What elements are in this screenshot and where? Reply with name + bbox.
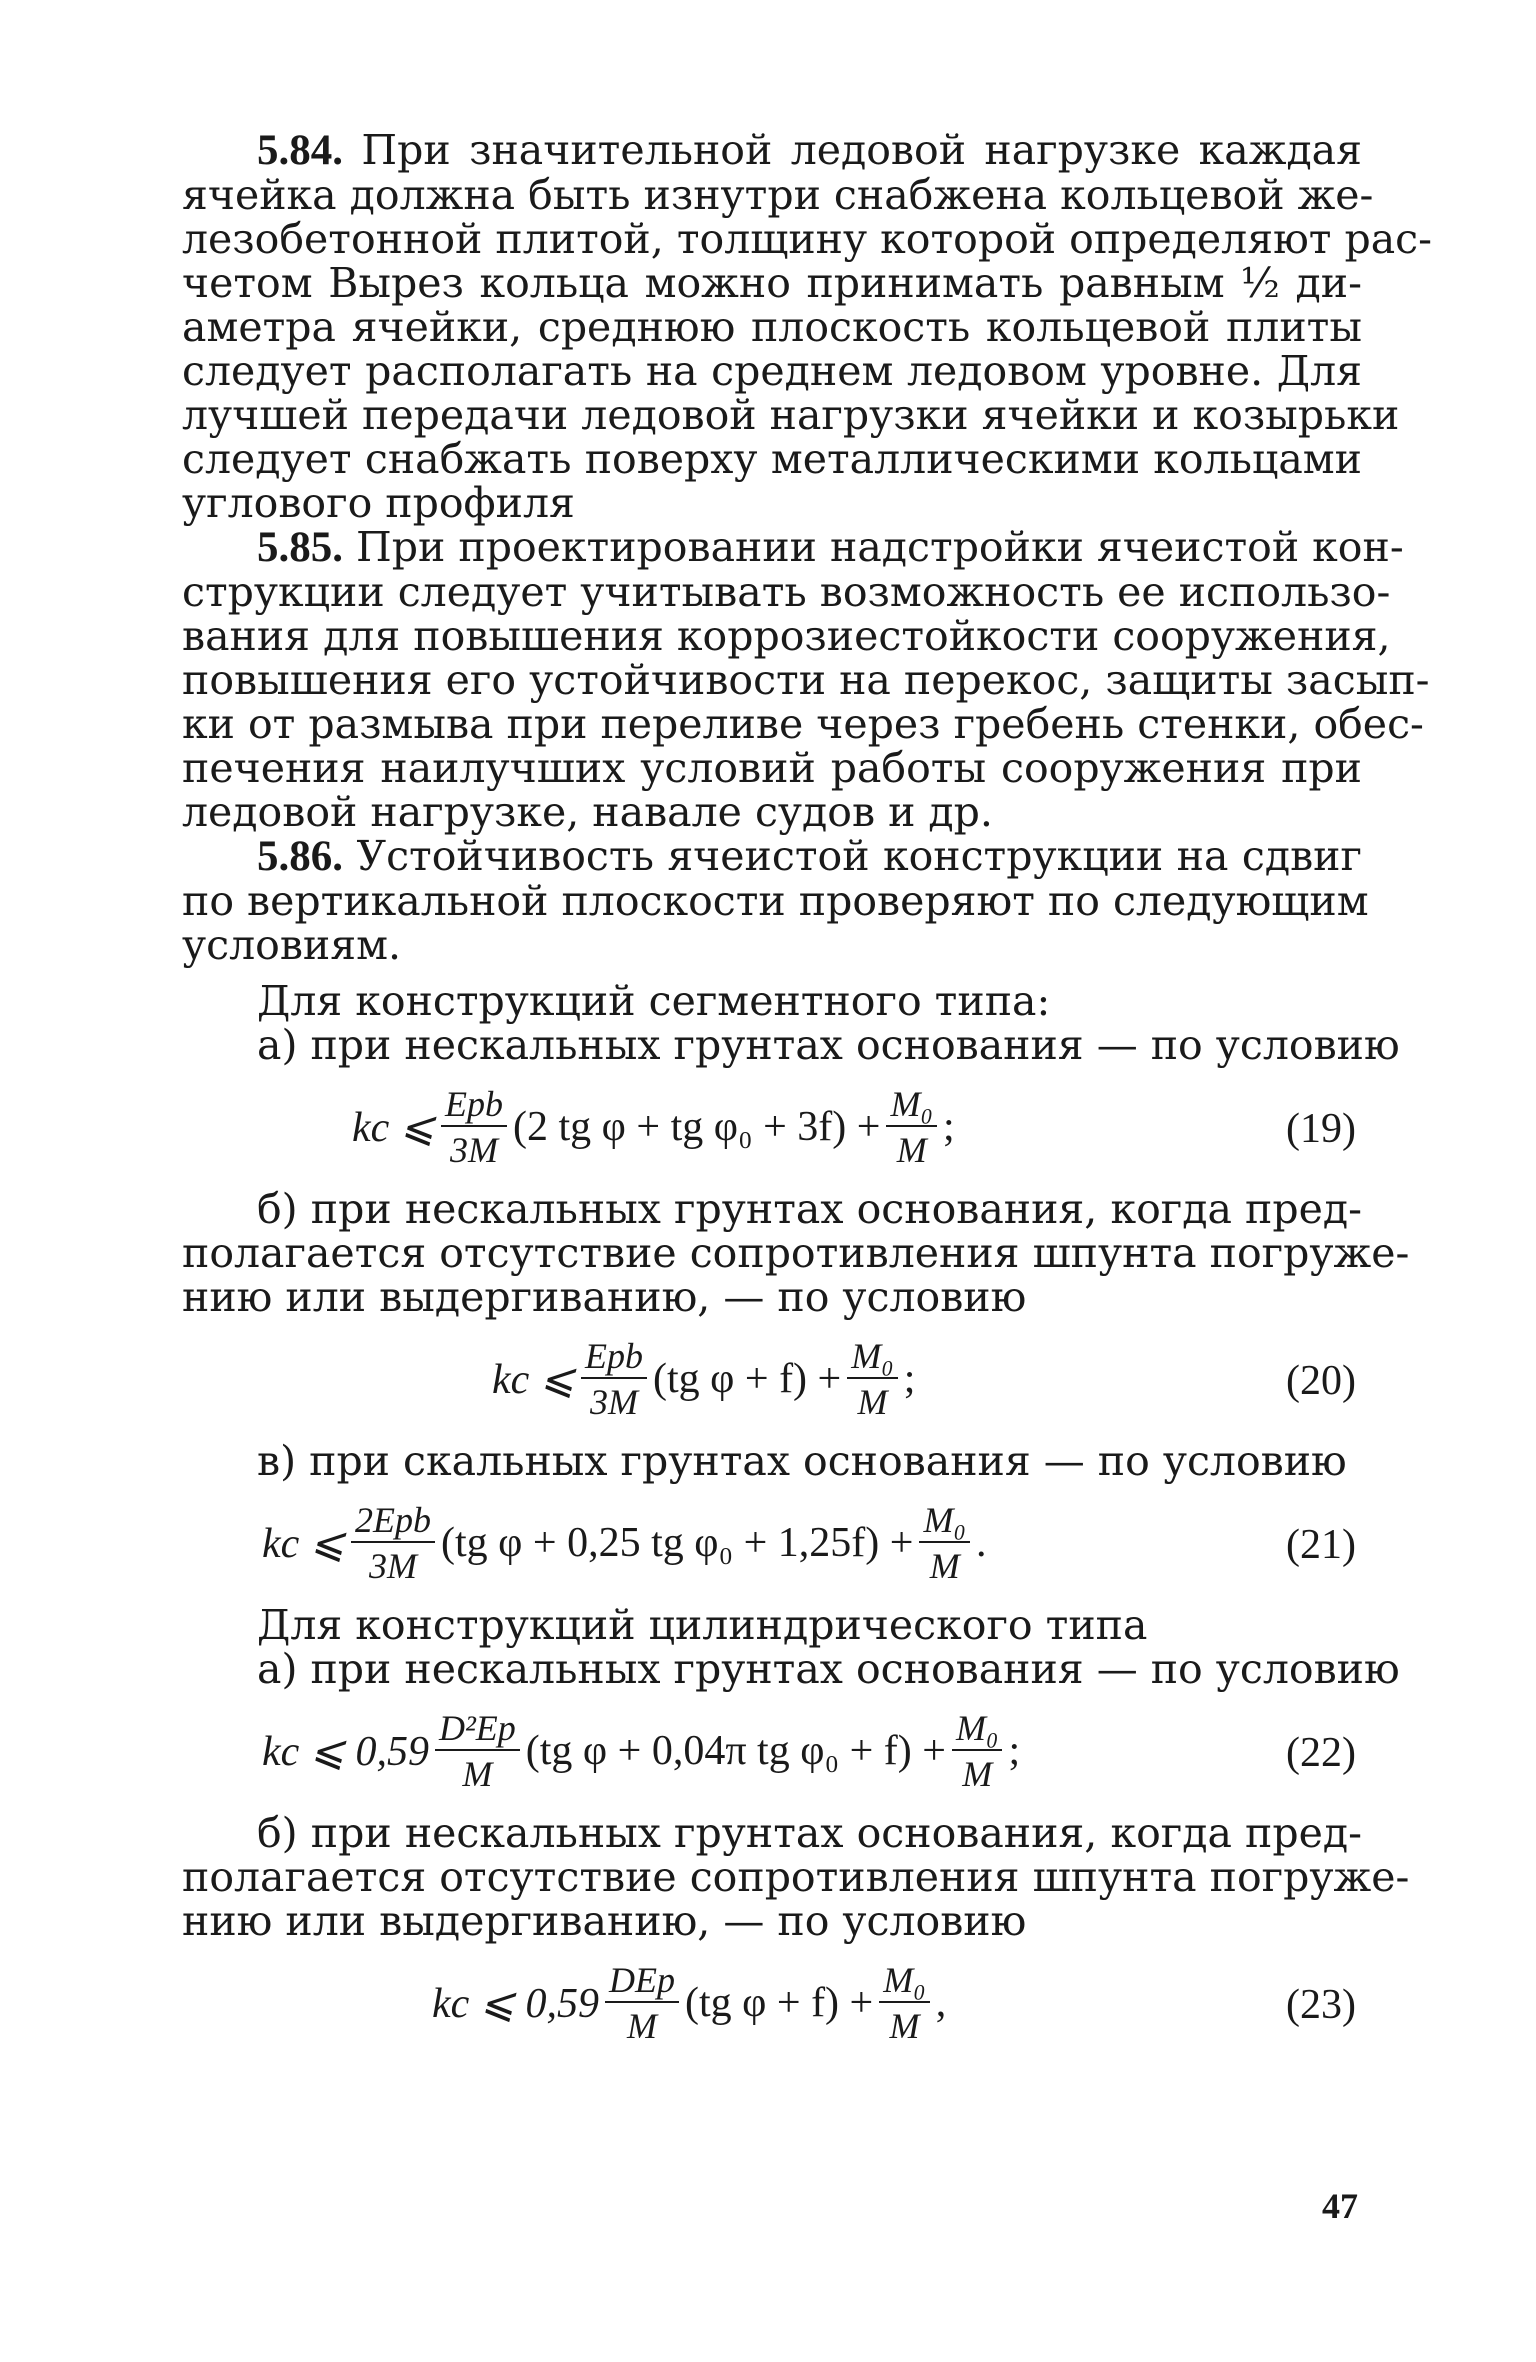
formula-end: ; [1008, 1728, 1021, 1774]
formula-end: . [975, 1520, 987, 1566]
formula-lhs: kc ⩽ 0,59 [262, 1729, 429, 1775]
numerator: M₀ [886, 1083, 937, 1127]
numerator: 2Epb [351, 1499, 435, 1543]
numerator: M₀ [879, 1959, 930, 2003]
formula-number: (20) [1286, 1358, 1356, 1404]
numerator: D²Ep [435, 1707, 520, 1751]
formula-lhs: kc ⩽ [262, 1521, 345, 1567]
formula-end: , [935, 1980, 947, 2026]
condition-a-text: а) при нескальных грунтах основания — по условию [257, 1645, 1400, 1693]
text-line: печения наилучших условий работы сооружения при [182, 744, 1362, 792]
text-line: При проектировании надстройки ячеистой кон- [356, 523, 1404, 571]
text-line: углового профиля [182, 479, 575, 527]
formula-lhs: kc ⩽ 0,59 [432, 1981, 599, 2027]
denominator: M [626, 2006, 657, 2046]
denominator: 3M [368, 1546, 417, 1586]
formula-lhs: kc ⩽ [492, 1357, 575, 1403]
denominator: M [896, 1130, 927, 1170]
text-line: струкции следует учитывать возможность ее использо- [182, 568, 1391, 616]
text-line: полагается отсутствие сопротивления шпунта погруже- [182, 1229, 1410, 1277]
text-line: б) при нескальных грунтах основания, когда пред- [257, 1809, 1362, 1857]
paragraph-5-84 [182, 126, 1432, 527]
text-line: вания для повышения коррозиестойкости сооружения, [182, 612, 1391, 660]
denominator: M [857, 1382, 888, 1422]
segment-type-heading: Для конструкций сегментного типа: а) при нескальных грунтах основания — по условию [182, 979, 1362, 1067]
text-line: При значительной ледовой нагрузке каждая [361, 126, 1362, 174]
denominator: M [929, 1546, 960, 1586]
text-line: нию или выдергиванию, — по условию [182, 1897, 1027, 1945]
formula-23 [182, 1943, 1362, 2063]
condition-a-text: а) при нескальных грунтах основания — по условию [257, 1021, 1400, 1069]
paragraph-5-86 [182, 832, 1369, 969]
numerator: M₀ [919, 1499, 970, 1543]
denominator: M [889, 2006, 920, 2046]
numerator: DEp [605, 1959, 679, 2003]
text-line: полагается отсутствие сопротивления шпунта погруже- [182, 1853, 1410, 1901]
page-number: 47 [1322, 2186, 1358, 2226]
numerator: Epb [581, 1335, 647, 1379]
segment-condition-b [182, 1185, 1410, 1321]
formula-21 [182, 1483, 1362, 1603]
formula-number: (23) [1286, 1982, 1356, 2028]
section-number: 5.84. [257, 127, 343, 174]
formula-body: (tg φ + 0,04π tg φ₀ + f) + [525, 1728, 946, 1774]
text-line: по вертикальной плоскости проверяют по следующим [182, 877, 1369, 925]
text-line: нию или выдергиванию, — по условию [182, 1273, 1027, 1321]
numerator: M₀ [952, 1707, 1003, 1751]
denominator: M [962, 1754, 993, 1794]
text-line: следует располагать на среднем ледовом уровне. Для [182, 347, 1362, 395]
formula-22 [182, 1691, 1362, 1811]
formula-lhs: kc ⩽ [352, 1105, 435, 1151]
text-line: аметра ячейки, среднюю плоскость кольцевой плиты [182, 303, 1362, 351]
formula-end: ; [903, 1356, 916, 1402]
segment-condition-c: в) при скальных грунтах основания — по условию [257, 1437, 1347, 1485]
formula-number: (21) [1286, 1522, 1356, 1568]
formula-body: (tg φ + 0,25 tg φ₀ + 1,25f) + [440, 1520, 914, 1566]
text-line: лезобетонной плитой, толщину которой определяют рас- [182, 215, 1432, 263]
formula-body: (2 tg φ + tg φ₀ + 3f) + [512, 1104, 881, 1150]
text-line: условиям. [182, 921, 402, 969]
text-line: повышения его устойчивости на перекос, защиты засып- [182, 656, 1430, 704]
formula-19 [182, 1067, 1362, 1187]
text-line: ледовой нагрузке, навале судов и др. [182, 788, 993, 836]
section-number: 5.86. [257, 833, 343, 880]
denominator: 3M [589, 1382, 638, 1422]
cylinder-condition-b [182, 1809, 1410, 1945]
numerator: M₀ [847, 1335, 898, 1379]
denominator: M [462, 1754, 493, 1794]
formula-end: ; [942, 1104, 955, 1150]
numerator: Epb [441, 1083, 507, 1127]
paragraph-5-85 [182, 523, 1430, 836]
section-number: 5.85. [257, 524, 343, 571]
formula-20 [182, 1319, 1362, 1439]
text-line: ячейка должна быть изнутри снабжена кольцевой же- [182, 171, 1374, 219]
text-line: следует снабжать поверху металлическими кольцами [182, 435, 1362, 483]
formula-number: (22) [1286, 1730, 1356, 1776]
text-line: Устойчивость ячеистой конструкции на сдвиг [356, 832, 1362, 880]
formula-number: (19) [1286, 1106, 1356, 1152]
denominator: 3M [449, 1130, 498, 1170]
page-content [182, 126, 1432, 2063]
text-line: ки от размыва при переливе через гребень стенки, обес- [182, 700, 1424, 748]
text-line: четом Вырез кольца можно принимать равным ½ ди- [182, 259, 1362, 307]
text-line: лучшей передачи ледовой нагрузки ячейки и козырьки [182, 391, 1400, 439]
formula-body: (tg φ + f) + [684, 1980, 874, 2026]
cylinder-type-heading: Для конструкций цилиндрического типа а) при нескальных грунтах основания — по условию [182, 1603, 1362, 1691]
formula-body: (tg φ + f) + [652, 1356, 842, 1402]
text-line: б) при нескальных грунтах основания, когда пред- [257, 1185, 1362, 1233]
